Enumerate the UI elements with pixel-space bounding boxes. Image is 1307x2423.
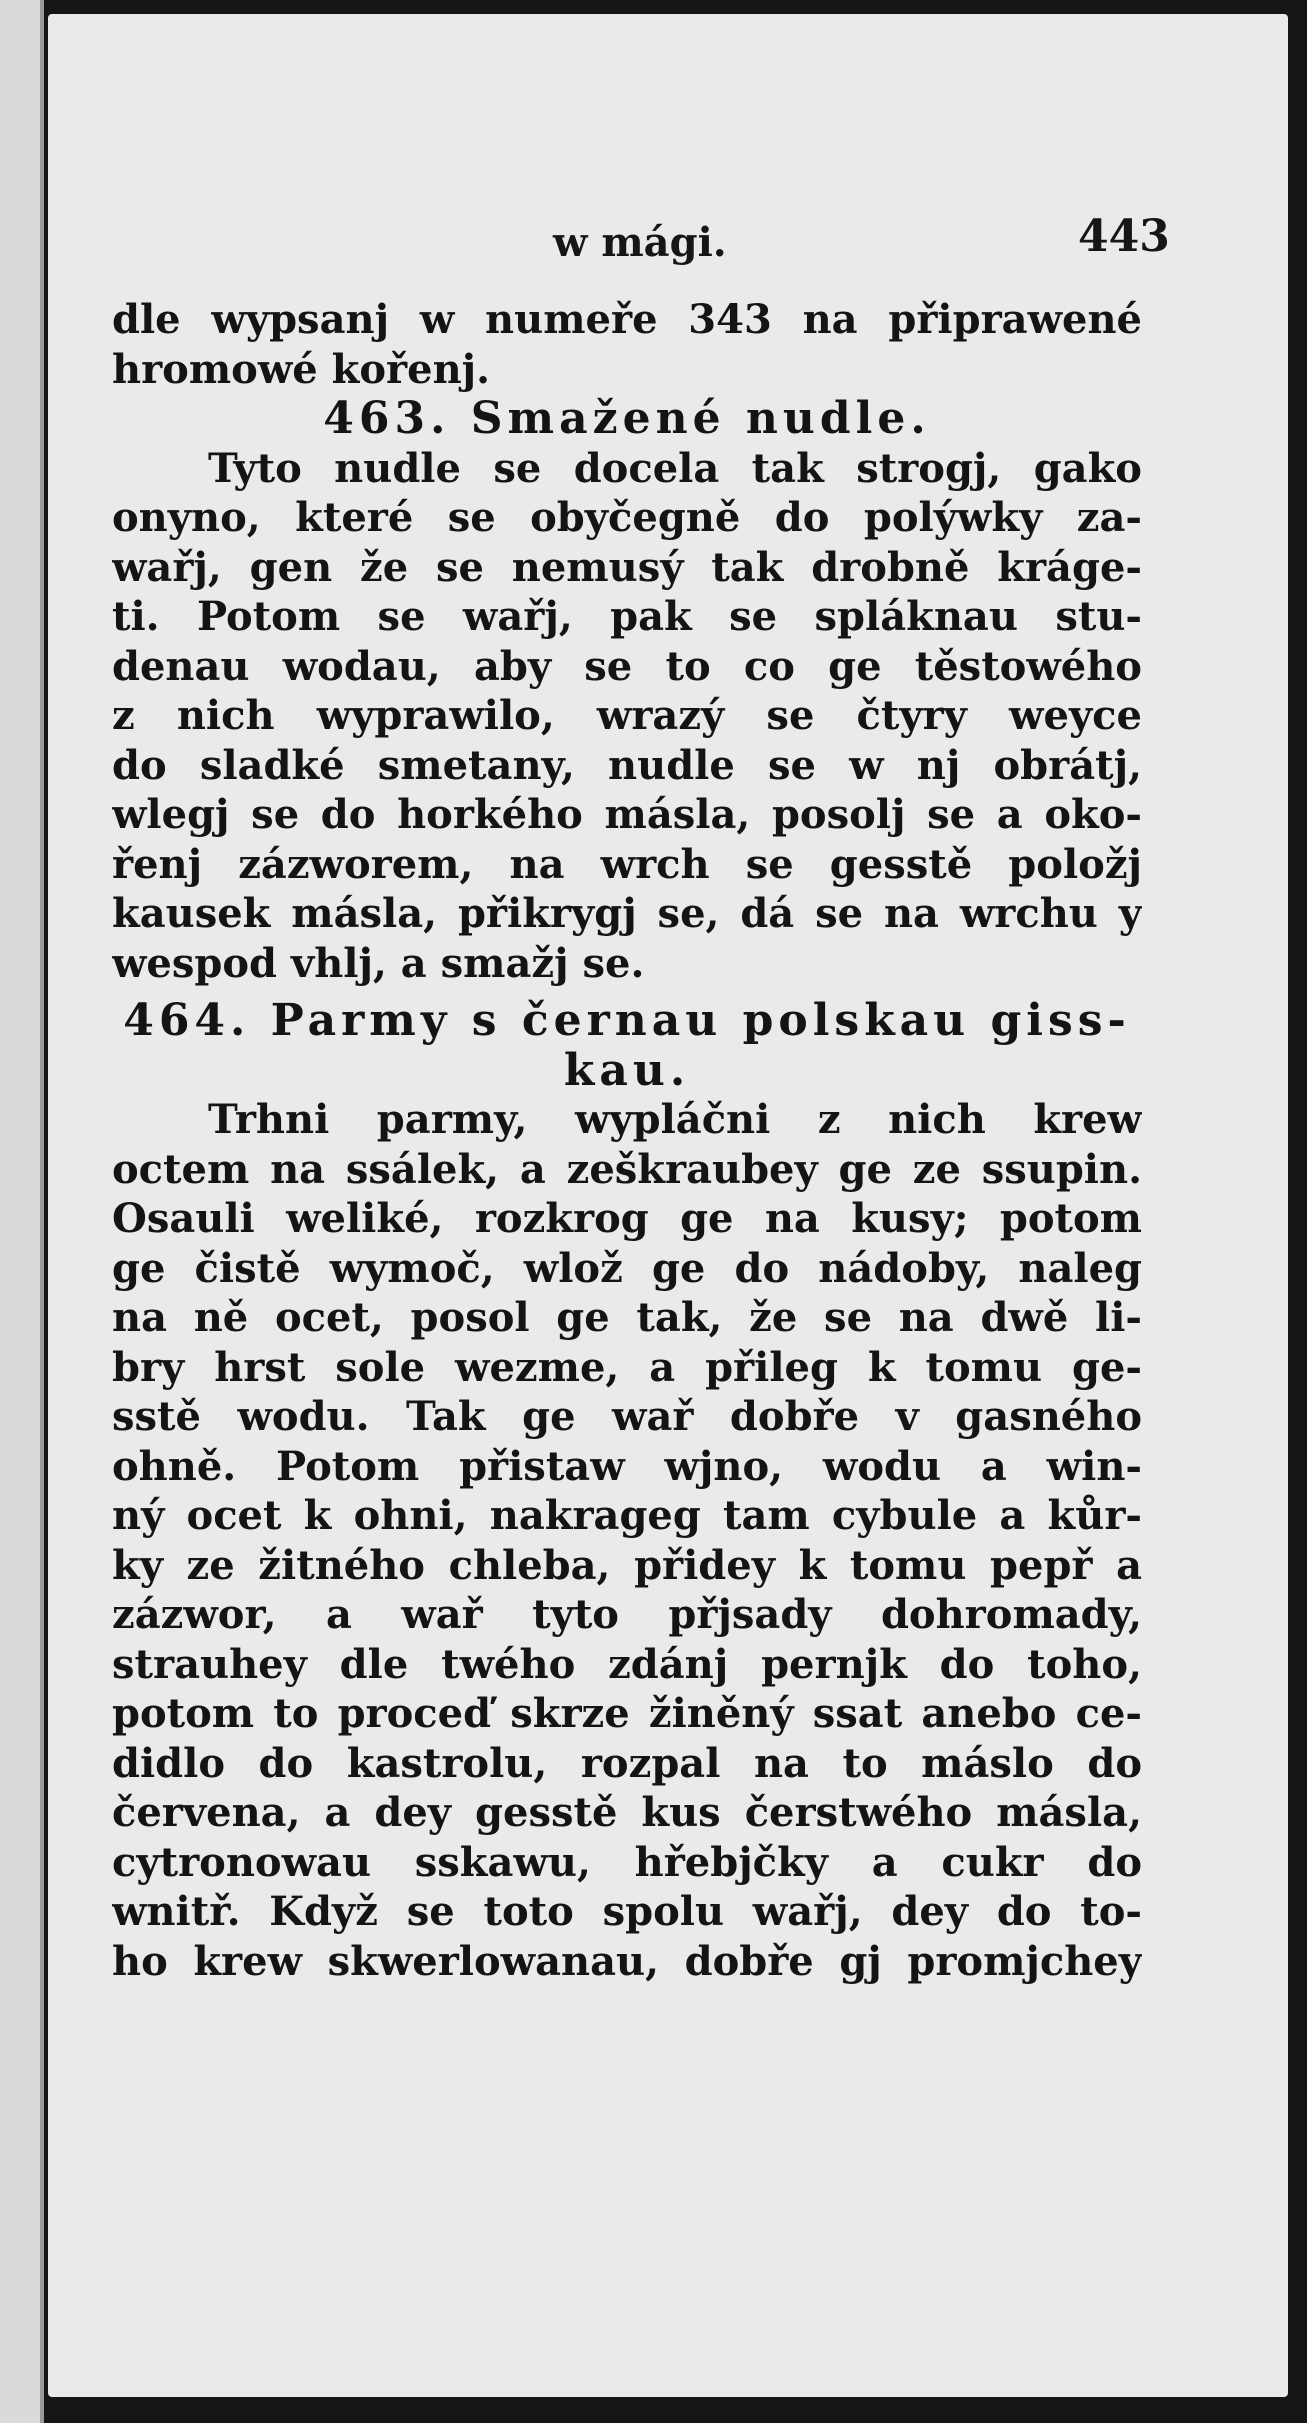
text-line: ti. Potom se wařj, pak se spláknau stu- [112, 593, 1142, 640]
text-line: hromowé kořenj. [112, 345, 491, 393]
text-line: strauhey dle twého zdánj pernjk do toho, [112, 1640, 1142, 1688]
text-line: řenj zázworem, na wrch se gesstě položj [112, 840, 1142, 888]
text-line: wařj, gen že se nemusý tak drobně kráge- [112, 543, 1142, 591]
text-line: potom to proceď skrze žiněný ssat anebo ce- [112, 1690, 1142, 1737]
text-line: octem na ssálek, a zeškraubey ge ze ssupin. [112, 1145, 1142, 1193]
text-line: cytronowau sskawu, hřebjčky a cukr do [112, 1838, 1142, 1886]
text-line: bry hrst sole wezme, a přileg k tomu ge- [112, 1343, 1142, 1391]
text-line: z nich wyprawilo, wrazý se čtyry weyce [112, 692, 1142, 739]
text-line: kausek másla, přikrygj se, dá se na wrchu y [112, 890, 1142, 937]
text-line: do sladké smetany, nudle se w nj obrátj, [112, 741, 1142, 789]
text-line: ho krew skwerlowanau, dobře gj promjchey [112, 1937, 1142, 1985]
text-line: Osauli weliké, rozkrog ge na kusy; potom [112, 1195, 1142, 1242]
text-line: ný ocet k ohni, nakrageg tam cybule a kůr- [112, 1492, 1142, 1539]
text-line: wlegj se do horkého másla, posolj se a oko- [112, 791, 1142, 838]
recipe-heading-continued: kau. [563, 1045, 691, 1095]
recipe-heading: 463. Smažené nudle. [323, 394, 931, 444]
text-line: denau wodau, aby se to co ge těstowého [112, 642, 1142, 690]
text-line: červena, a dey gesstě kus čerstwého másla, [112, 1789, 1142, 1836]
text-line: ky ze žitného chleba, přidey k tomu pepř a [112, 1541, 1142, 1589]
text-line: ohně. Potom přistaw wjno, wodu a win- [112, 1442, 1142, 1490]
page-header [48, 211, 1288, 279]
text-line: onyno, které se obyčegně do polýwky za- [112, 494, 1142, 541]
recipe-heading: 464. Parmy s černau polskau giss- [123, 996, 1131, 1046]
text-line: dle wypsanj w numeře 343 na připrawené [112, 296, 1142, 343]
text-line: wespod vhlj, a smažj se. [112, 939, 645, 987]
text-line: ge čistě wymoč, wlož ge do nádoby, naleg [112, 1244, 1142, 1292]
text-line: didlo do kastrolu, rozpal na to máslo do [112, 1739, 1142, 1787]
text-line: na ně ocet, posol ge tak, že se na dwě li- [112, 1294, 1142, 1341]
text-line: zázwor, a wař tyto přjsady dohromady, [112, 1591, 1142, 1638]
text-line: Tyto nudle se docela tak strogj, gako [208, 444, 1142, 492]
page-body [112, 295, 1142, 1986]
text-line: wnitř. Když se toto spolu wařj, dey do to- [112, 1888, 1142, 1935]
text-line: Trhni parmy, wypláčni z nich krew [208, 1096, 1142, 1143]
left-page-edge [0, 0, 44, 2423]
page-number: 443 [1078, 211, 1170, 262]
text-line: sstě wodu. Tak ge wař dobře v gasného [112, 1393, 1142, 1440]
spacer [112, 988, 1142, 996]
running-head: w mági. [553, 219, 727, 266]
